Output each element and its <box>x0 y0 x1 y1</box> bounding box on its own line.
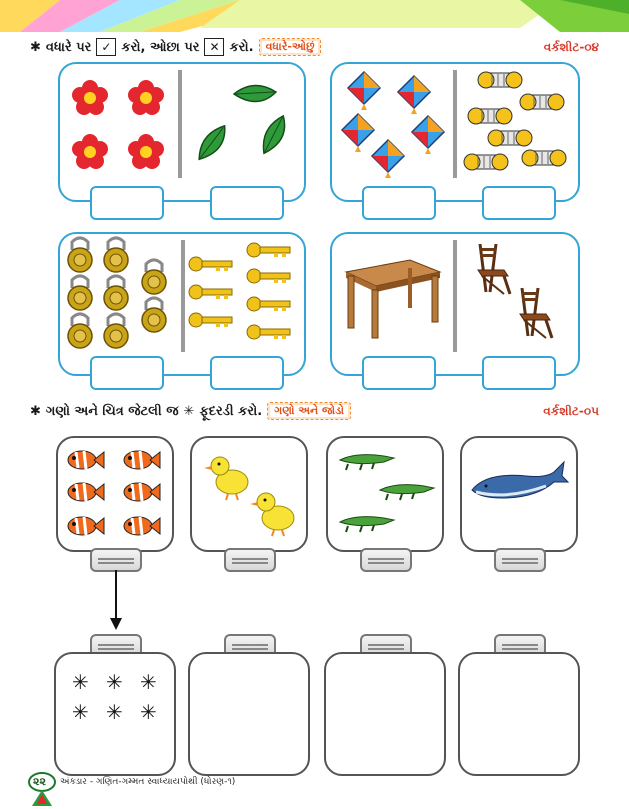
whale-icon <box>466 456 570 516</box>
cross-mark-box: ✕ <box>204 38 224 56</box>
example-arrow <box>108 570 124 632</box>
answer-box-keys[interactable] <box>210 356 284 390</box>
footer-text: અંક્ડાર - ગણિત-ગમ્મત સ્વાધ્યાયપોથી (ધોરણ-૧) <box>60 777 236 787</box>
answer-box-spools[interactable] <box>482 186 556 220</box>
asterisk-star-icon: ✳ <box>72 700 89 724</box>
jar-lid <box>224 548 276 572</box>
ducks-group <box>194 440 302 544</box>
panel4-divider <box>453 240 457 352</box>
kites-group <box>334 66 450 180</box>
section1-instruction <box>30 38 321 56</box>
panel3-divider <box>181 240 185 352</box>
answer-box-chairs[interactable] <box>482 356 556 390</box>
spools-group <box>460 66 572 180</box>
section2-instruction <box>30 402 351 420</box>
asterisk-star-icon: ✳ <box>106 700 123 724</box>
answer-jar-4[interactable] <box>458 652 580 776</box>
asterisk-star-icon: ✳ <box>140 700 157 724</box>
answer-box-locks[interactable] <box>90 356 164 390</box>
answer-jar-2[interactable] <box>188 652 310 776</box>
worksheet-label-04: વર્કશીટ-૦૪ <box>543 40 599 54</box>
answer-box-flowers[interactable] <box>90 186 164 220</box>
instruction-text-1: ગણો અને ચિત્ર જેટલી જ <box>45 403 179 419</box>
asterisk-star-icon: ✳ <box>72 670 89 694</box>
keys-group <box>188 236 300 352</box>
asterisk-star-icon: ✳ <box>140 670 157 694</box>
fish-group <box>60 440 168 544</box>
instruction-text-1: વધારે પર <box>45 39 92 55</box>
bullet-icon: ✱ <box>30 403 41 419</box>
answer-box-leaves[interactable] <box>210 186 284 220</box>
bullet-icon: ✱ <box>30 39 41 55</box>
instruction-text-2: ફૂદરડી કરો. <box>199 403 263 419</box>
topic-tag: ગણો અને જોડો <box>267 402 351 420</box>
table-icon <box>340 250 444 342</box>
flowers-group <box>62 72 174 176</box>
page-number: ૨૨ <box>33 775 46 788</box>
instruction-text-3: કરો. <box>229 39 254 55</box>
panel2-divider <box>453 70 457 178</box>
worksheet-label-05: વર્કશીટ-૦૫ <box>543 404 599 418</box>
asterisk-star-icon: ✳ <box>106 670 123 694</box>
crocodiles-group <box>330 440 438 544</box>
topic-tag: વધારે-ઓછું <box>259 38 322 56</box>
jar-lid <box>494 548 546 572</box>
locks-group <box>60 236 178 352</box>
panel1-divider <box>178 70 182 178</box>
answer-box-table[interactable] <box>362 356 436 390</box>
jar-lid <box>360 548 412 572</box>
chairs-group <box>460 238 570 346</box>
header-decoration <box>0 0 629 32</box>
check-mark-box: ✓ <box>96 38 116 56</box>
asterisk-star-icon: ✳ <box>183 403 195 419</box>
jar-lid <box>90 548 142 572</box>
leaves-group <box>188 72 298 176</box>
answer-box-kites[interactable] <box>362 186 436 220</box>
instruction-text-2: કરો, ઓછા પર <box>121 39 200 55</box>
answer-jar-3[interactable] <box>324 652 446 776</box>
